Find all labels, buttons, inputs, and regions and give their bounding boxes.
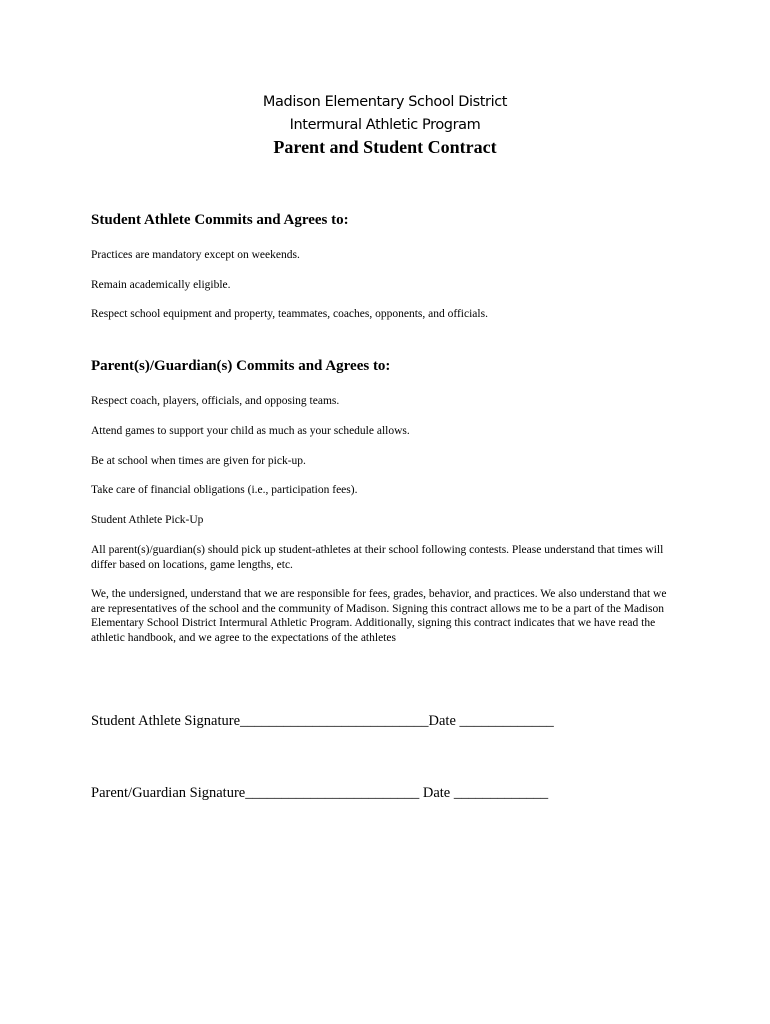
parent-signature-line[interactable]: Parent/Guardian Signature________________________ Date _____________ <box>91 785 549 801</box>
agreement-paragraph: We, the undersigned, understand that we are responsible for fees, grades, behavior, and practices. We also understand that we are representatives of the school and the community of Madison. Signing this contract allows me to be a part of the Madison Elementary School District Intermural Athletic Program. Additionally, signing this contract indicates that we have read the athletic handbook, and we agree to the expectations of the athletes <box>91 588 667 644</box>
parent-item-attend: Attend games to support your child as much as your schedule allows. <box>91 425 410 437</box>
pickup-paragraph: All parent(s)/guardian(s) should pick up student-athletes at their school following contests. Please understand that times will differ based on locations, game lengths, etc. <box>91 544 664 571</box>
program-name: Intermural Athletic Program <box>289 117 481 133</box>
student-signature-line[interactable]: Student Athlete Signature__________________________Date _____________ <box>91 713 554 729</box>
contract-title: Parent and Student Contract <box>273 137 497 157</box>
parent-item-financial: Take care of financial obligations (i.e., participation fees). <box>91 484 358 496</box>
parent-item-pickup-times: Be at school when times are given for pick-up. <box>91 455 306 467</box>
student-section-heading: Student Athlete Commits and Agrees to: <box>91 212 349 228</box>
parent-item-respect: Respect coach, players, officials, and opposing teams. <box>91 395 340 407</box>
student-item-respect: Respect school equipment and property, teammates, coaches, opponents, and officials. <box>91 308 488 320</box>
student-item-practices: Practices are mandatory except on weekends. <box>91 249 300 261</box>
student-item-eligible: Remain academically eligible. <box>91 279 231 291</box>
parent-section-heading: Parent(s)/Guardian(s) Commits and Agrees to: <box>91 358 391 374</box>
district-name: Madison Elementary School District <box>262 94 508 110</box>
pickup-subheading: Student Athlete Pick-Up <box>91 514 204 526</box>
